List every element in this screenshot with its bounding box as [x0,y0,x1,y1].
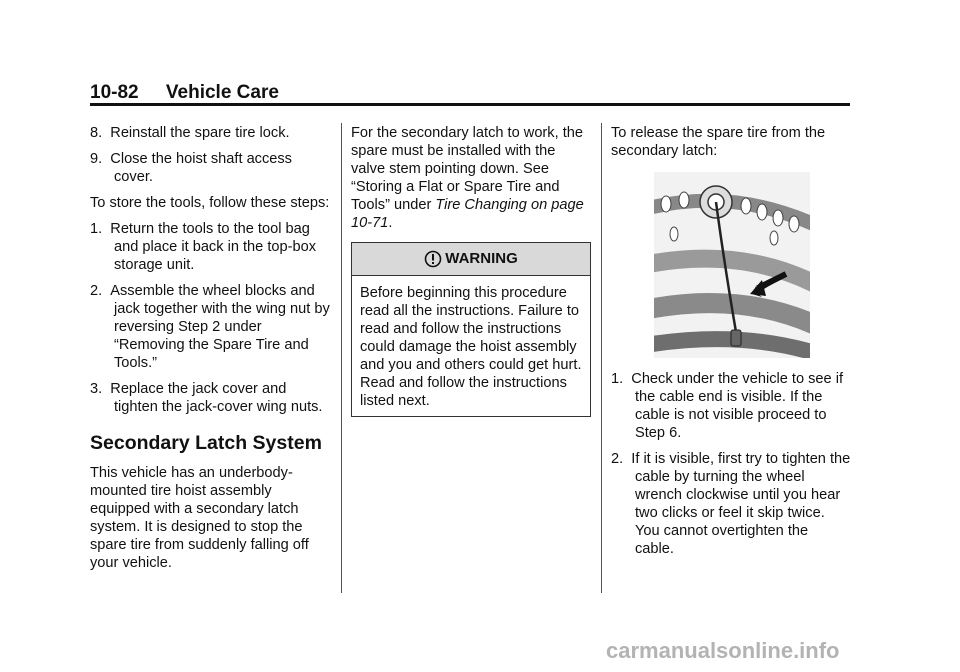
list-item: 8. Reinstall the spare tire lock. [90,125,290,141]
intro-paragraph: To release the spare tire from the secondary latch: [611,125,826,159]
list-item: 3. Replace the jack cover and tighten the jack-cover wing nuts. [90,381,323,415]
warning-header [352,243,590,276]
watermark[interactable]: carmanualsonline.info [606,638,840,663]
page-header [90,82,279,104]
warning-box [351,242,591,417]
column-3 [611,124,851,566]
column-1 [90,124,330,580]
column-divider [341,123,342,593]
warning-text: Before beginning this procedure read all the instructions. Failure to read and follow the instructions could damage the hoist assembly and you and others could get hurt. Read and follow the instructions listed next. [360,285,582,409]
warning-icon [424,250,442,268]
body-paragraph: This vehicle has an underbody-mounted tire hoist assembly equipped with a secondary latch system. It is designed to stop the spare tire from suddenly falling off your vehicle. [90,465,309,571]
warning-title: WARNING [445,250,518,267]
list-item: 1. Check under the vehicle to see if the cable end is visible. If the cable is not visible proceed to Step 6. [611,371,844,441]
cross-reference: Tire Changing on page 10-71 [351,197,584,231]
page-number: 10-82 [90,82,139,103]
intro-paragraph: For the secondary latch to work, the spare must be installed with the valve stem pointing down. See “Storing a Flat or Spare Tire and Tools” under Tire Changing on page 10-71. [351,125,584,231]
column-2 [351,124,591,417]
store-intro: To store the tools, follow these steps: [90,195,330,211]
column-divider [601,123,602,593]
list-item: 2. Assemble the wheel blocks and jack together with the wing nut by reversing Step 2 under “Removing the Spare Tire and Tools.” [90,283,330,371]
section-title: Vehicle Care [165,82,279,103]
spare-tire-image [654,172,810,358]
header-rule [90,103,850,106]
list-item: 9. Close the hoist shaft access cover. [90,151,292,185]
spare-tire-illustration [654,172,810,358]
list-item: 2. If it is visible, first try to tighten the cable by turning the wheel wrench clockwise until you hear two clicks or feel it skip twice. You cannot overtighten the cable. [611,451,851,557]
list-item: 1. Return the tools to the tool bag and place it back in the top-box storage unit. [90,221,317,273]
section-heading: Secondary Latch System [90,432,322,454]
